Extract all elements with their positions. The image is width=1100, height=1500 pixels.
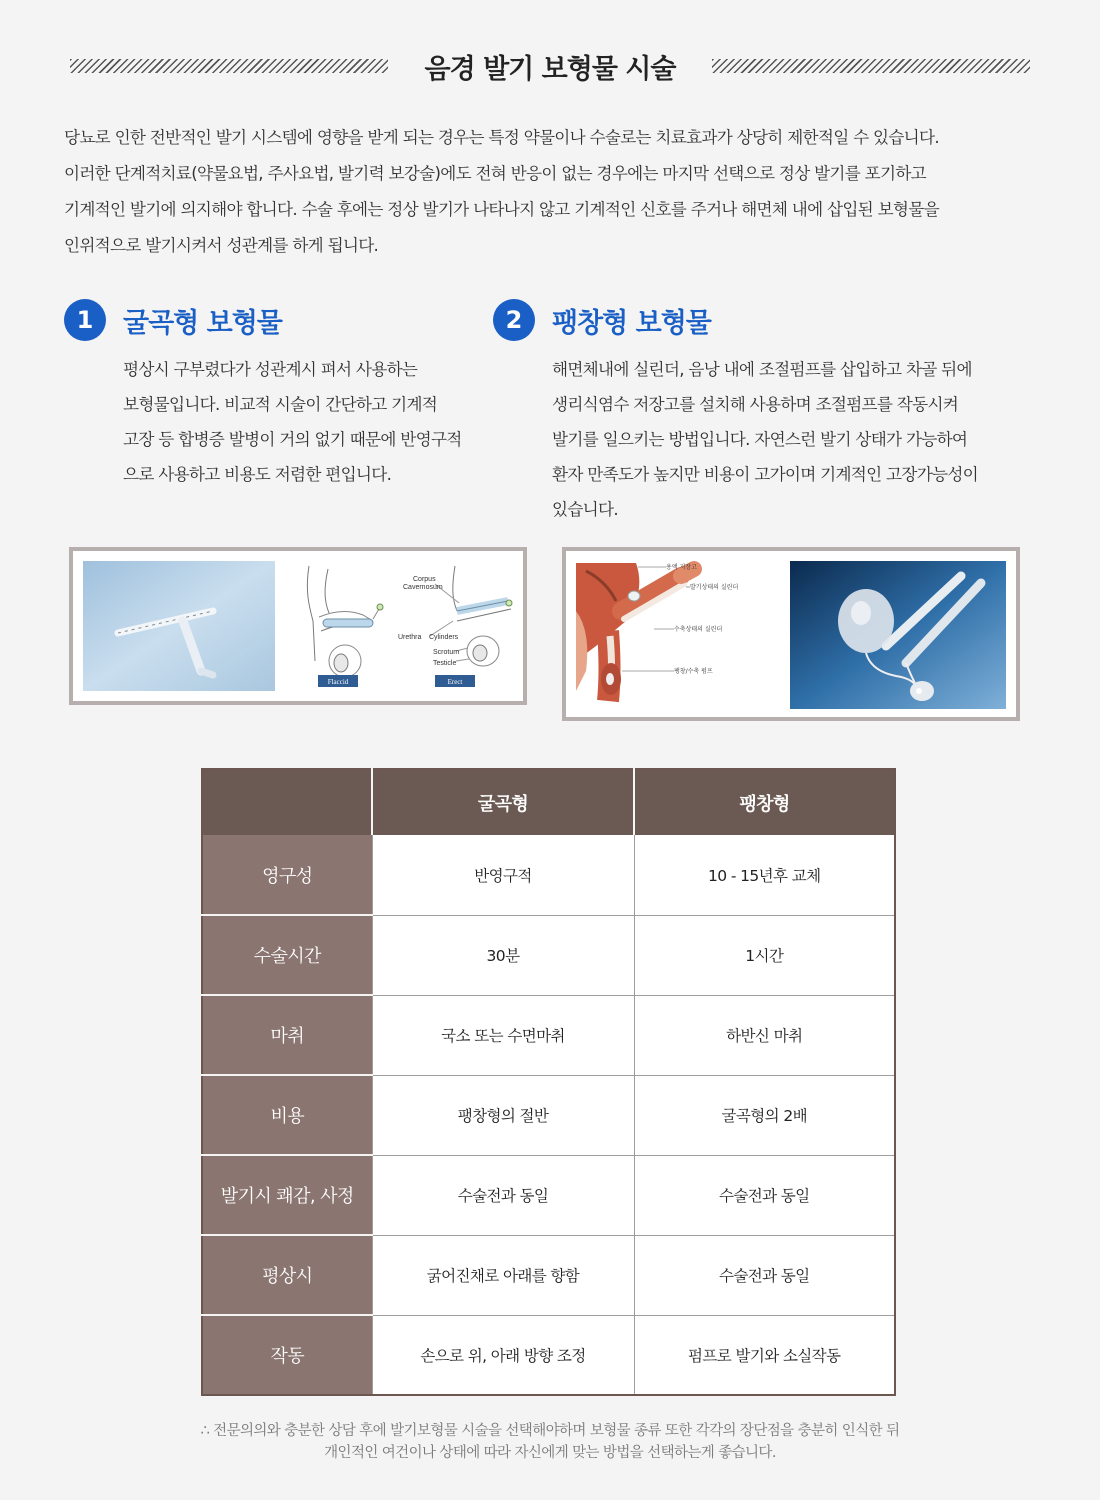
cell-inflatable: 1시간 xyxy=(634,915,895,995)
cell-malleable: 반영구적 xyxy=(372,835,634,915)
table-row xyxy=(202,1235,895,1315)
intro-line: 기계적인 발기에 의지해야 합니다. 수술 후에는 정상 발기가 나타나지 않고 기계적인 신호를 주거나 해면체 내에 삽입된 보형물을 xyxy=(64,200,939,219)
title-decoration-left xyxy=(70,59,388,73)
cell-malleable: 손으로 위, 아래 방향 조정 xyxy=(372,1315,634,1395)
section-1-heading xyxy=(64,299,282,341)
table-row xyxy=(202,995,895,1075)
diagram-label: Testicle xyxy=(433,660,457,667)
table-row xyxy=(202,1315,895,1395)
malleable-implant-photo xyxy=(83,561,275,691)
section-2-description xyxy=(552,352,978,527)
intro-paragraph xyxy=(64,120,1044,264)
cell-malleable: 수술전과 동일 xyxy=(372,1155,634,1235)
cell-inflatable: 굴곡형의 2배 xyxy=(634,1075,895,1155)
diagram-label: 발기상태의 실린더 xyxy=(690,584,739,591)
table-row xyxy=(202,1155,895,1235)
inflatable-implant-figure xyxy=(562,547,1020,721)
cell-inflatable: 하반신 마취 xyxy=(634,995,895,1075)
section-1-line: 으로 사용하고 비용도 저렴한 편입니다. xyxy=(123,465,392,484)
section-1-description xyxy=(123,352,462,492)
row-label: 마취 xyxy=(202,995,372,1075)
row-label: 비용 xyxy=(202,1075,372,1155)
implant-diagram xyxy=(307,566,512,677)
row-label: 평상시 xyxy=(202,1235,372,1315)
diagram-label: Cylinders xyxy=(429,634,459,641)
cell-inflatable: 펌프로 발기와 소실작동 xyxy=(634,1315,895,1395)
diagram-label: Scrotum xyxy=(433,649,460,656)
table-row xyxy=(202,1075,895,1155)
diagram-label: 팽창/수축 펌프 xyxy=(674,668,713,675)
inflatable-implant-photo xyxy=(790,561,1006,709)
section-2-line: 발기를 일으키는 방법입니다. 자연스런 발기 상태가 가능하여 xyxy=(552,430,968,449)
title-row xyxy=(70,44,1030,88)
section-2-number-badge: 2 xyxy=(493,299,535,341)
section-2-line: 있습니다. xyxy=(552,500,618,519)
row-label: 영구성 xyxy=(202,835,372,915)
cell-inflatable: 수술전과 동일 xyxy=(634,1235,895,1315)
cell-malleable: 팽창형의 절반 xyxy=(372,1075,634,1155)
section-1-number-badge: 1 xyxy=(64,299,106,341)
row-label: 수술시간 xyxy=(202,915,372,995)
section-2-line: 생리식염수 저장고를 설치해 사용하며 조절펌프를 작동시켜 xyxy=(552,395,959,414)
intro-line: 이러한 단계적치료(약물요법, 주사요법, 발기력 보강술)에도 전혀 반응이 없는 경우에는 마지막 선택으로 정상 발기를 포기하고 xyxy=(64,164,926,183)
diagram-label: Urethra xyxy=(398,634,422,641)
cell-malleable: 국소 또는 수면마취 xyxy=(372,995,634,1075)
section-2-line: 해면체내에 실린더, 음낭 내에 조절펌프를 삽입하고 차골 뒤에 xyxy=(552,360,972,379)
malleable-implant-figure xyxy=(69,547,527,705)
malleable-implant-illustration xyxy=(73,551,523,701)
table-header-row xyxy=(202,769,895,835)
section-1-line: 고장 등 합병증 발병이 거의 없기 때문에 반영구적 xyxy=(123,430,462,449)
table-row xyxy=(202,915,895,995)
footnote-line: ∴ 전문의의와 충분한 상담 후에 발기보형물 시술을 선택해야하며 보형물 종류 또한 각각의 장단점을 충분히 인식한 뒤 xyxy=(200,1423,900,1439)
row-label: 작동 xyxy=(202,1315,372,1395)
section-1-line: 보형물입니다. 비교적 시술이 간단하고 기계적 xyxy=(123,395,438,414)
intro-line: 당뇨로 인한 전반적인 발기 시스템에 영향을 받게 되는 경우는 특정 약물이나 수술로는 치료효과가 상당히 제한적일 수 있습니다. xyxy=(64,128,939,147)
tab-flaccid: Flaccid xyxy=(327,678,349,686)
table-header-inflatable: 팽창형 xyxy=(634,769,895,835)
cell-inflatable: 10 - 15년후 교체 xyxy=(634,835,895,915)
diagram-label: Cavernosum xyxy=(403,584,443,591)
section-2-heading xyxy=(493,299,711,341)
inflatable-implant-illustration xyxy=(566,551,1016,717)
footnote-line: 개인적인 여건이나 상태에 따라 자신에게 맞는 방법을 선택하는게 좋습니다. xyxy=(324,1445,776,1461)
title-decoration-right xyxy=(712,59,1030,73)
intro-line: 인위적으로 발기시켜서 성관계를 하게 됩니다. xyxy=(64,236,379,255)
diagram-tabs xyxy=(318,675,475,687)
section-1-line: 평상시 구부렸다가 성관계시 펴서 사용하는 xyxy=(123,360,418,379)
table-header-empty xyxy=(202,769,372,835)
row-label: 발기시 쾌감, 사정 xyxy=(202,1155,372,1235)
footnote xyxy=(0,1420,1100,1464)
diagram-label: 수축상태의 실린더 xyxy=(674,626,723,633)
page-title: 음경 발기 보형물 시술 xyxy=(424,53,676,85)
section-2-line: 환자 만족도가 높지만 비용이 고가이며 기계적인 고장가능성이 xyxy=(552,465,979,484)
diagram-label: Corpus xyxy=(413,576,436,583)
tab-erect: Erect xyxy=(447,678,463,686)
section-2-title: 팽창형 보형물 xyxy=(552,307,711,339)
cell-malleable: 굵어진채로 아래를 향함 xyxy=(372,1235,634,1315)
cell-inflatable: 수술전과 동일 xyxy=(634,1155,895,1235)
table-row xyxy=(202,835,895,915)
section-1-title: 굴곡형 보형물 xyxy=(123,307,282,339)
cell-malleable: 30분 xyxy=(372,915,634,995)
table-header-malleable: 굴곡형 xyxy=(372,769,634,835)
diagram-label: 용액 저장고 xyxy=(666,564,697,571)
comparison-table xyxy=(201,768,896,1396)
